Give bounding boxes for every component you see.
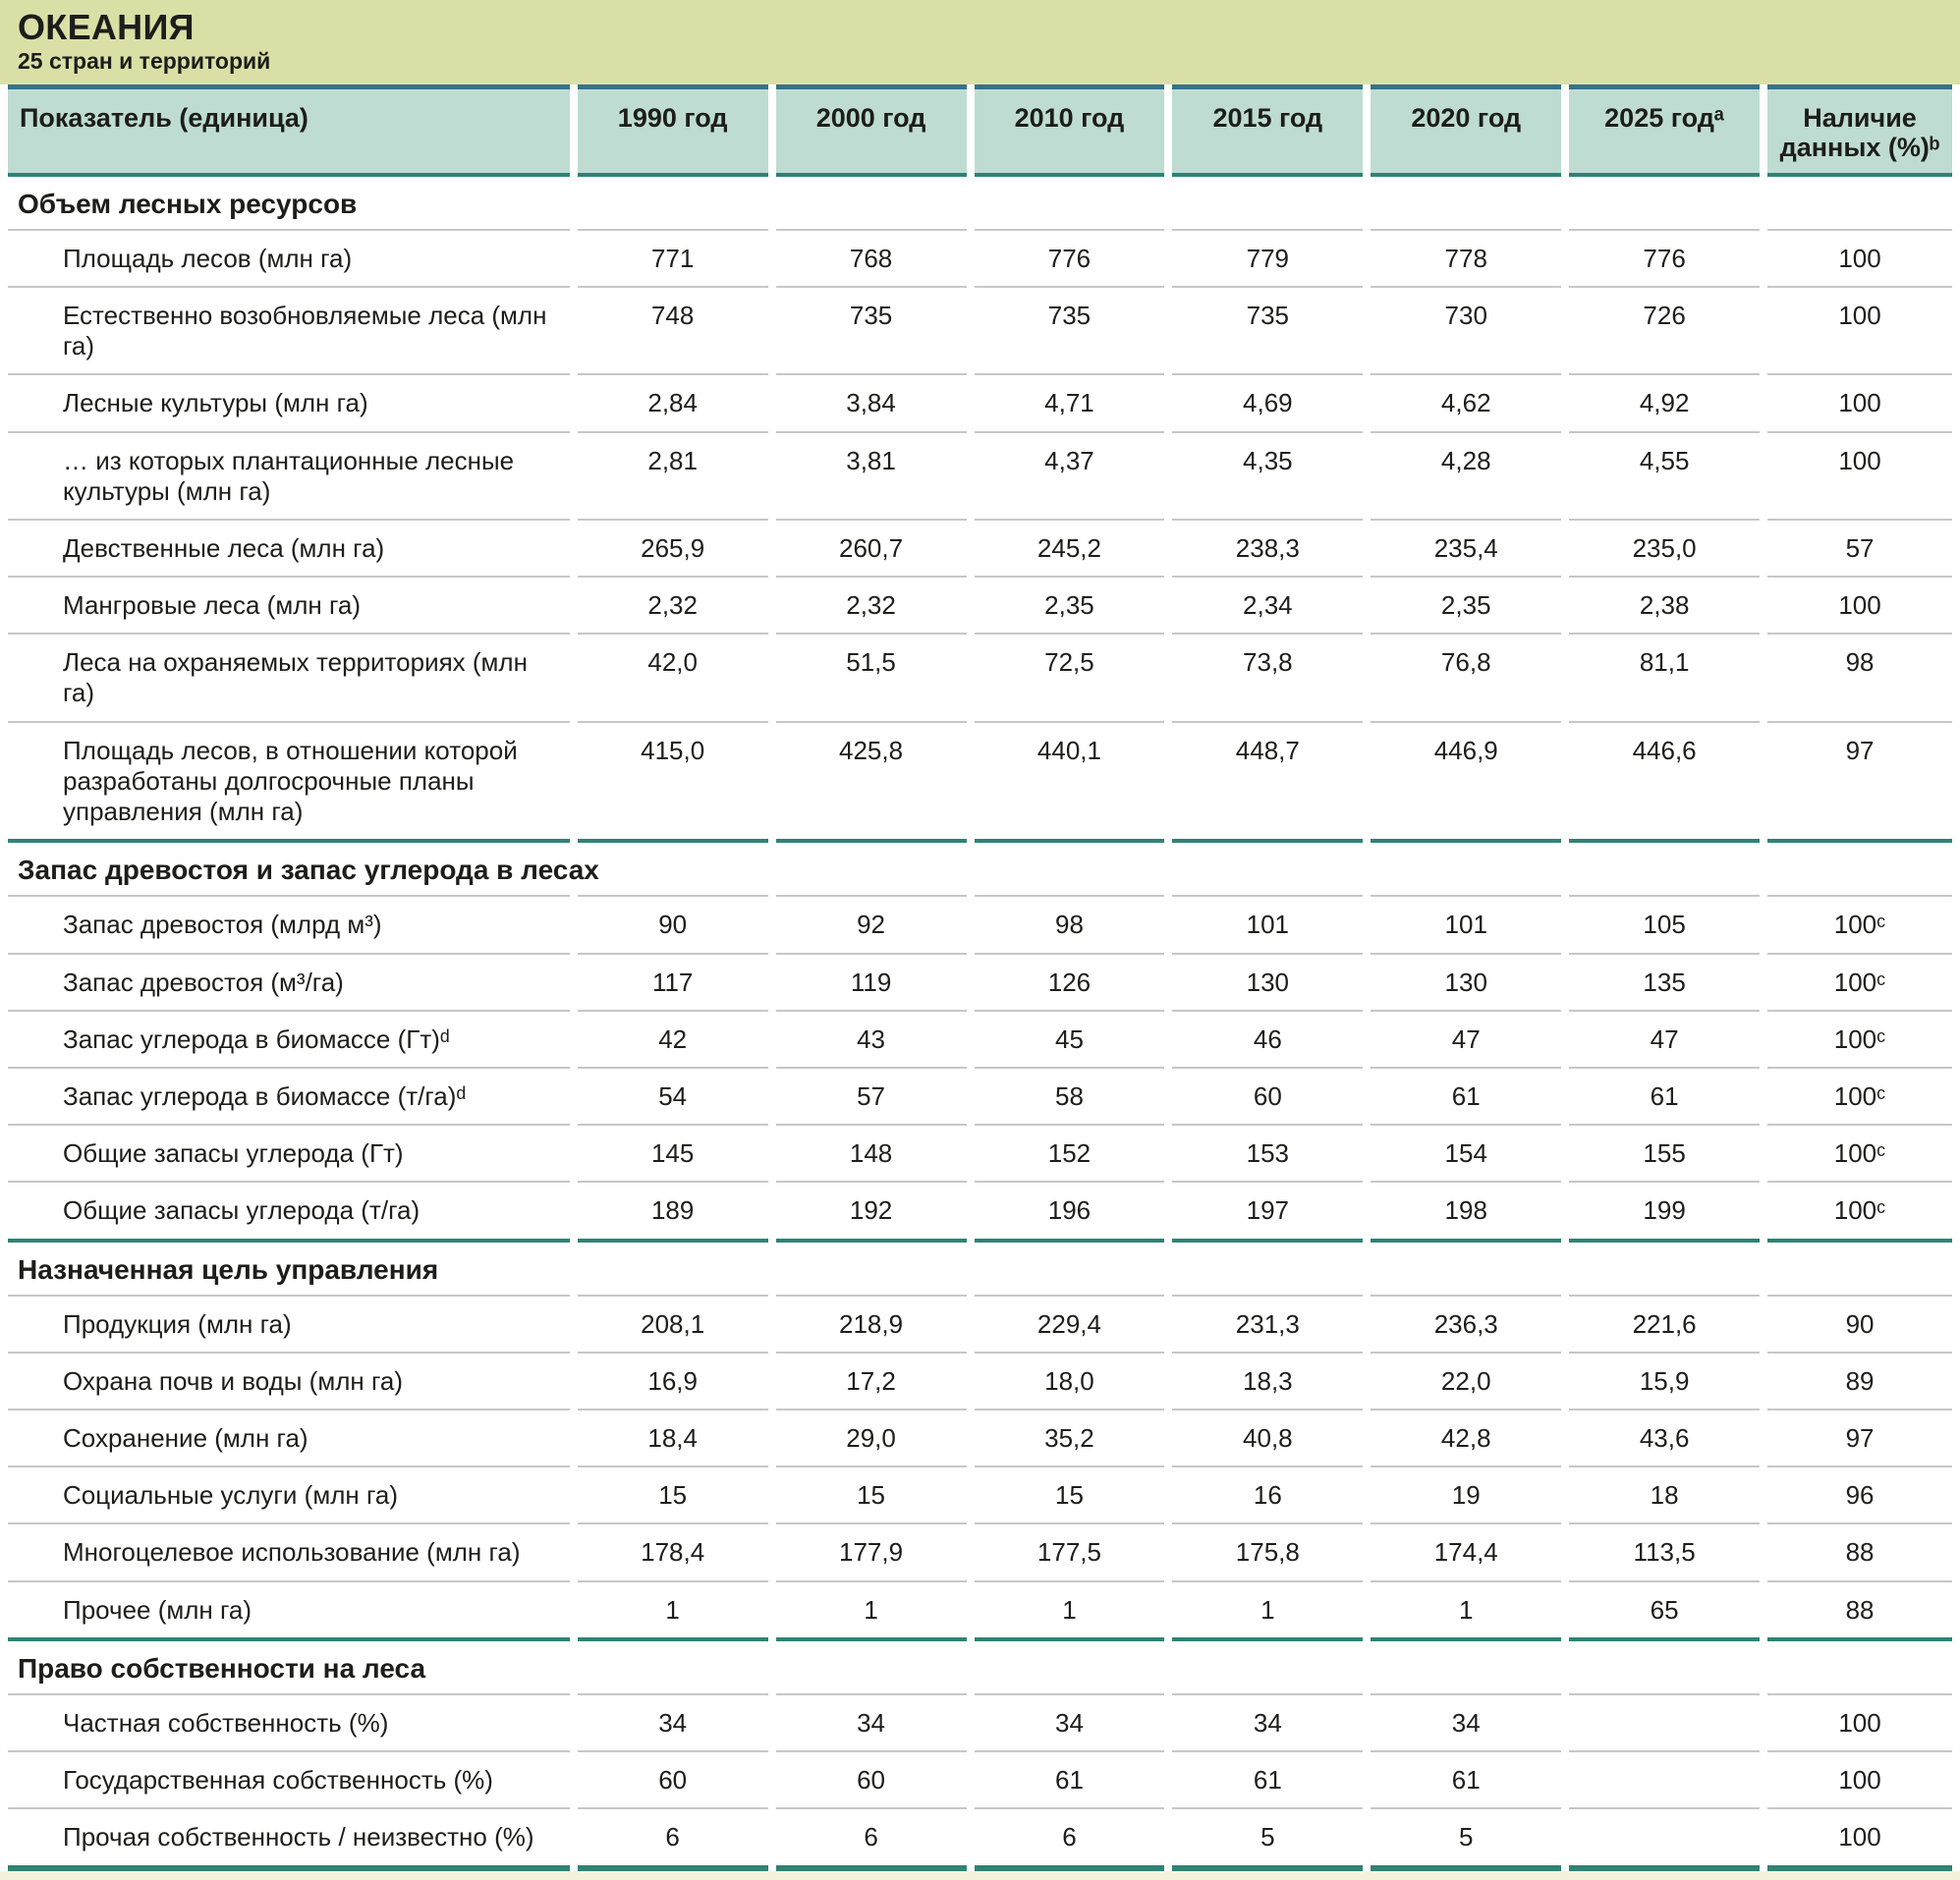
value-cell: 130 [1172,953,1363,1010]
section-divider [578,1239,768,1295]
availability-cell: 88 [1767,1522,1952,1579]
row-label: Запас углерода в биомассе (т/га)ᵈ [8,1067,570,1124]
row-label: Государственная собственность (%) [8,1750,570,1807]
value-cell: 4,69 [1172,373,1363,430]
value-cell: 61 [975,1750,1165,1807]
table-row [8,1750,1952,1807]
value-cell: 1 [578,1580,768,1637]
value-cell: 425,8 [776,721,967,840]
value-cell: 51,5 [776,633,967,720]
value-cell: 61 [1371,1067,1561,1124]
row-label: Естественно возобновляемые леса (млн га) [8,286,570,373]
value-cell: 726 [1569,286,1760,373]
column-header-indicator: Показатель (единица) [8,84,570,172]
section-divider [1569,839,1760,895]
value-cell: 76,8 [1371,633,1561,720]
value-cell: 199 [1569,1181,1760,1238]
section-row [8,839,1952,895]
value-cell: 126 [975,953,1165,1010]
availability-cell: 97 [1767,1409,1952,1465]
row-label: … из которых плантационные лесные культуры (млн га) [8,431,570,519]
section-divider [578,839,768,895]
table-body [8,173,1952,1871]
availability-cell: 100 [1767,1693,1952,1750]
value-cell: 72,5 [975,633,1165,720]
table-row [8,1124,1952,1181]
value-cell: 4,92 [1569,373,1760,430]
column-header-2015: 2015 год [1172,84,1363,172]
availability-cell: 100ᶜ [1767,1124,1952,1181]
value-cell: 34 [776,1693,967,1750]
column-header-2000: 2000 год [776,84,967,172]
value-cell: 45 [975,1010,1165,1067]
table-row [8,1067,1952,1124]
value-cell: 152 [975,1124,1165,1181]
value-cell: 34 [975,1693,1165,1750]
table-row [8,1693,1952,1750]
value-cell: 2,35 [975,576,1165,633]
table-row [8,576,1952,633]
value-cell: 1 [1371,1580,1561,1637]
value-cell: 73,8 [1172,633,1363,720]
value-cell: 446,9 [1371,721,1561,840]
value-cell: 34 [578,1693,768,1750]
availability-cell: 100 [1767,373,1952,430]
section-row [8,1239,1952,1295]
value-cell: 730 [1371,286,1561,373]
value-cell: 18,0 [975,1352,1165,1409]
value-cell: 15,9 [1569,1352,1760,1409]
availability-cell: 100 [1767,1750,1952,1807]
value-cell: 22,0 [1371,1352,1561,1409]
value-cell: 776 [1569,229,1760,286]
table-row [8,1010,1952,1067]
value-cell: 47 [1371,1010,1561,1067]
value-cell: 113,5 [1569,1522,1760,1579]
section-divider [578,1637,768,1693]
value-cell: 43 [776,1010,967,1067]
availability-cell: 100 [1767,286,1952,373]
section-divider [975,173,1165,229]
value-cell: 218,9 [776,1295,967,1352]
row-label: Многоцелевое использование (млн га) [8,1522,570,1579]
table-row [8,431,1952,519]
availability-cell: 100 [1767,431,1952,519]
row-label: Общие запасы углерода (Гт) [8,1124,570,1181]
value-cell: 16,9 [578,1352,768,1409]
value-cell: 197 [1172,1181,1363,1238]
section-divider [776,1239,967,1295]
value-cell: 265,9 [578,519,768,576]
value-cell: 446,6 [1569,721,1760,840]
table-row [8,1807,1952,1870]
value-cell: 229,4 [975,1295,1165,1352]
section-divider [975,839,1165,895]
value-cell: 440,1 [975,721,1165,840]
value-cell: 235,0 [1569,519,1760,576]
section-divider [975,1239,1165,1295]
value-cell: 735 [975,286,1165,373]
table-row [8,895,1952,952]
value-cell: 18,4 [578,1409,768,1465]
availability-cell: 100 [1767,576,1952,633]
value-cell: 189 [578,1181,768,1238]
value-cell: 29,0 [776,1409,967,1465]
table-header [8,84,1952,172]
row-label: Запас древостоя (м³/га) [8,953,570,1010]
value-cell: 155 [1569,1124,1760,1181]
table-row [8,1181,1952,1238]
value-cell: 6 [776,1807,967,1870]
row-label: Сохранение (млн га) [8,1409,570,1465]
row-label: Площадь лесов (млн га) [8,229,570,286]
value-cell: 2,38 [1569,576,1760,633]
section-divider [975,1637,1165,1693]
value-cell: 2,35 [1371,576,1561,633]
row-label: Прочее (млн га) [8,1580,570,1637]
row-label: Девственные леса (млн га) [8,519,570,576]
value-cell: 6 [975,1807,1165,1870]
value-cell: 19 [1371,1465,1561,1522]
value-cell: 2,32 [776,576,967,633]
section-row [8,1637,1952,1693]
value-cell: 101 [1172,895,1363,952]
section-divider [776,839,967,895]
row-label: Запас древостоя (млрд м³) [8,895,570,952]
value-cell: 16 [1172,1465,1363,1522]
value-cell: 101 [1371,895,1561,952]
section-title: Назначенная цель управления [8,1239,570,1295]
value-cell: 98 [975,895,1165,952]
value-cell: 119 [776,953,967,1010]
value-cell: 15 [776,1465,967,1522]
section-divider [1172,1637,1363,1693]
value-cell: 192 [776,1181,967,1238]
value-cell: 15 [975,1465,1165,1522]
value-cell: 4,71 [975,373,1165,430]
value-cell: 236,3 [1371,1295,1561,1352]
value-cell: 735 [1172,286,1363,373]
column-header-2010: 2010 год [975,84,1165,172]
value-cell: 2,32 [578,576,768,633]
value-cell: 5 [1172,1807,1363,1870]
value-cell: 47 [1569,1010,1760,1067]
row-label: Площадь лесов, в отношении которой разработаны долгосрочные планы управления (млн га) [8,721,570,840]
value-cell: 448,7 [1172,721,1363,840]
value-cell: 4,28 [1371,431,1561,519]
section-divider [1371,1637,1561,1693]
value-cell: 5 [1371,1807,1561,1870]
row-label: Прочая собственность / неизвестно (%) [8,1807,570,1870]
value-cell: 1 [1172,1580,1363,1637]
statistics-table [0,84,1960,1870]
section-divider [1569,1637,1760,1693]
availability-cell: 88 [1767,1580,1952,1637]
table-row [8,1522,1952,1579]
region-banner [0,0,1960,84]
value-cell: 130 [1371,953,1561,1010]
value-cell: 15 [578,1465,768,1522]
value-cell: 2,34 [1172,576,1363,633]
value-cell: 221,6 [1569,1295,1760,1352]
value-cell: 175,8 [1172,1522,1363,1579]
table-row [8,721,1952,840]
value-cell: 735 [776,286,967,373]
column-header-1990: 1990 год [578,84,768,172]
bottom-strip [0,1871,1960,1880]
value-cell: 81,1 [1569,633,1760,720]
availability-cell: 97 [1767,721,1952,840]
value-cell: 34 [1371,1693,1561,1750]
availability-cell: 100ᶜ [1767,953,1952,1010]
value-cell: 153 [1172,1124,1363,1181]
section-divider [1172,839,1363,895]
value-cell: 235,4 [1371,519,1561,576]
value-cell: 61 [1371,1750,1561,1807]
section-divider [1767,1239,1952,1295]
value-cell: 148 [776,1124,967,1181]
row-label: Охрана почв и воды (млн га) [8,1352,570,1409]
section-divider [1371,173,1561,229]
value-cell: 4,37 [975,431,1165,519]
section-row [8,173,1952,229]
table-row [8,1352,1952,1409]
value-cell: 4,55 [1569,431,1760,519]
value-cell: 1 [776,1580,967,1637]
value-cell: 61 [1569,1067,1760,1124]
table-row [8,1465,1952,1522]
table-row [8,633,1952,720]
value-cell: 196 [975,1181,1165,1238]
value-cell: 18,3 [1172,1352,1363,1409]
value-cell: 105 [1569,895,1760,952]
value-cell: 2,84 [578,373,768,430]
availability-cell: 96 [1767,1465,1952,1522]
value-cell: 135 [1569,953,1760,1010]
availability-cell: 90 [1767,1295,1952,1352]
value-cell: 174,4 [1371,1522,1561,1579]
section-divider [1172,173,1363,229]
section-divider [776,1637,967,1693]
section-title: Право собственности на леса [8,1637,570,1693]
section-divider [1371,1239,1561,1295]
value-cell: 17,2 [776,1352,967,1409]
value-cell: 61 [1172,1750,1363,1807]
section-divider [1767,839,1952,895]
availability-cell: 57 [1767,519,1952,576]
value-cell: 92 [776,895,967,952]
value-cell [1569,1750,1760,1807]
section-divider [578,173,768,229]
value-cell: 231,3 [1172,1295,1363,1352]
row-label: Общие запасы углерода (т/га) [8,1181,570,1238]
value-cell [1569,1693,1760,1750]
section-divider [1371,839,1561,895]
value-cell: 60 [776,1750,967,1807]
table-row [8,1295,1952,1352]
availability-cell: 100ᶜ [1767,895,1952,952]
row-label: Продукция (млн га) [8,1295,570,1352]
section-divider [1172,1239,1363,1295]
value-cell: 34 [1172,1693,1363,1750]
value-cell: 260,7 [776,519,967,576]
value-cell: 4,62 [1371,373,1561,430]
value-cell: 42,0 [578,633,768,720]
table-row [8,953,1952,1010]
value-cell: 3,81 [776,431,967,519]
value-cell: 60 [1172,1067,1363,1124]
row-label: Мангровые леса (млн га) [8,576,570,633]
column-header-2025: 2025 годᵃ [1569,84,1760,172]
value-cell: 40,8 [1172,1409,1363,1465]
section-divider [1767,173,1952,229]
value-cell: 415,0 [578,721,768,840]
value-cell: 748 [578,286,768,373]
value-cell: 4,35 [1172,431,1363,519]
value-cell: 54 [578,1067,768,1124]
value-cell: 238,3 [1172,519,1363,576]
value-cell: 768 [776,229,967,286]
value-cell: 178,4 [578,1522,768,1579]
table-row [8,519,1952,576]
value-cell: 778 [1371,229,1561,286]
table-row [8,229,1952,286]
column-header-availability: Наличие данных (%)ᵇ [1767,84,1952,172]
value-cell: 90 [578,895,768,952]
availability-cell: 100ᶜ [1767,1010,1952,1067]
value-cell: 776 [975,229,1165,286]
value-cell: 145 [578,1124,768,1181]
value-cell: 43,6 [1569,1409,1760,1465]
column-header-2020: 2020 год [1371,84,1561,172]
value-cell: 42,8 [1371,1409,1561,1465]
table-row [8,1409,1952,1465]
section-divider [776,173,967,229]
value-cell: 58 [975,1067,1165,1124]
value-cell: 57 [776,1067,967,1124]
value-cell: 208,1 [578,1295,768,1352]
row-label: Социальные услуги (млн га) [8,1465,570,1522]
section-title: Объем лесных ресурсов [8,173,570,229]
value-cell: 779 [1172,229,1363,286]
section-title: Запас древостоя и запас углерода в лесах [8,839,570,895]
availability-cell: 89 [1767,1352,1952,1409]
value-cell: 245,2 [975,519,1165,576]
value-cell: 42 [578,1010,768,1067]
value-cell: 177,5 [975,1522,1165,1579]
availability-cell: 100ᶜ [1767,1067,1952,1124]
value-cell: 46 [1172,1010,1363,1067]
value-cell: 18 [1569,1465,1760,1522]
availability-cell: 100 [1767,1807,1952,1870]
row-label: Частная собственность (%) [8,1693,570,1750]
availability-cell: 100 [1767,229,1952,286]
value-cell: 2,81 [578,431,768,519]
value-cell: 1 [975,1580,1165,1637]
value-cell: 771 [578,229,768,286]
availability-cell: 100ᶜ [1767,1181,1952,1238]
row-label: Запас углерода в биомассе (Гт)ᵈ [8,1010,570,1067]
value-cell: 65 [1569,1580,1760,1637]
value-cell [1569,1807,1760,1870]
value-cell: 177,9 [776,1522,967,1579]
section-divider [1767,1637,1952,1693]
value-cell: 6 [578,1807,768,1870]
region-title: ОКЕАНИЯ [18,7,195,47]
section-divider [1569,1239,1760,1295]
value-cell: 117 [578,953,768,1010]
value-cell: 154 [1371,1124,1561,1181]
table-row [8,373,1952,430]
table-row [8,286,1952,373]
value-cell: 35,2 [975,1409,1165,1465]
row-label: Лесные культуры (млн га) [8,373,570,430]
region-subtitle: 25 стран и территорий [18,47,271,74]
value-cell: 198 [1371,1181,1561,1238]
value-cell: 60 [578,1750,768,1807]
value-cell: 3,84 [776,373,967,430]
availability-cell: 98 [1767,633,1952,720]
section-divider [1569,173,1760,229]
row-label: Леса на охраняемых территориях (млн га) [8,633,570,720]
table-row [8,1580,1952,1637]
